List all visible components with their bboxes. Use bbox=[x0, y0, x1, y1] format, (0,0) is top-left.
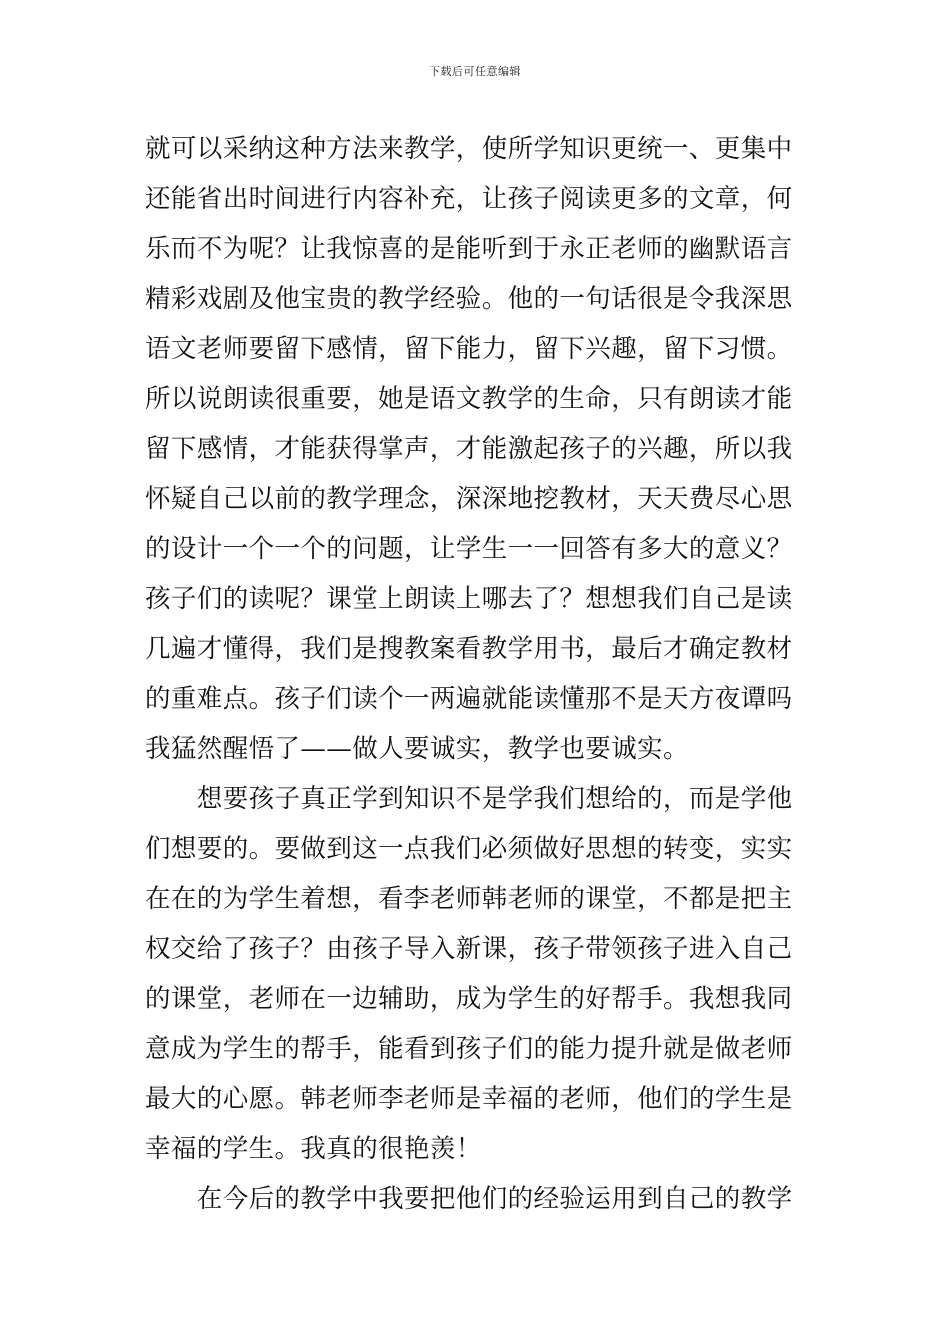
text-line: 的设计一个一个的问题，让学生一一回答有多大的意义？ bbox=[145, 534, 793, 564]
text-line: 的课堂，老师在一边辅助，成为学生的好帮手。我想我同 bbox=[145, 984, 793, 1014]
text-line: 的重难点。孩子们读个一两遍就能读懂那不是天方夜谭吗 bbox=[145, 684, 793, 714]
text-line: 在今后的教学中我要把他们的经验运用到自己的教学 bbox=[145, 1184, 793, 1214]
text-line: 所以说朗读很重要，她是语文教学的生命，只有朗读才能 bbox=[145, 384, 793, 414]
text-line: 我猛然醒悟了——做人要诚实，教学也要诚实。 bbox=[145, 734, 689, 764]
text-line: 语文老师要留下感情，留下能力，留下兴趣，留下习惯。 bbox=[145, 334, 793, 364]
page-header: 下载后可任意编辑 bbox=[429, 65, 521, 78]
text-line: 想要孩子真正学到知识不是学我们想给的，而是学他 bbox=[145, 784, 793, 814]
text-line: 还能省出时间进行内容补充，让孩子阅读更多的文章，何 bbox=[145, 184, 793, 214]
text-line: 权交给了孩子？由孩子导入新课，孩子带领孩子进入自己 bbox=[145, 934, 793, 964]
text-line: 孩子们的读呢？课堂上朗读上哪去了？想想我们自己是读 bbox=[145, 584, 793, 614]
text-line: 最大的心愿。韩老师李老师是幸福的老师，他们的学生是 bbox=[145, 1084, 793, 1114]
text-line: 在在的为学生着想，看李老师韩老师的课堂，不都是把主 bbox=[145, 884, 793, 914]
text-line: 怀疑自己以前的教学理念，深深地挖教材，天天费尽心思 bbox=[145, 484, 793, 514]
text-line: 就可以采纳这种方法来教学，使所学知识更统一、更集中 bbox=[145, 134, 793, 164]
text-line: 意成为学生的帮手，能看到孩子们的能力提升就是做老师 bbox=[145, 1034, 793, 1064]
text-line: 精彩戏剧及他宝贵的教学经验。他的一句话很是令我深思 bbox=[145, 284, 793, 314]
document-body bbox=[145, 124, 809, 1224]
text-line: 留下感情，才能获得掌声，才能激起孩子的兴趣，所以我 bbox=[145, 434, 793, 464]
text-line: 乐而不为呢？让我惊喜的是能听到于永正老师的幽默语言 bbox=[145, 234, 793, 264]
text-line: 幸福的学生。我真的很艳羡！ bbox=[145, 1134, 482, 1164]
text-line: 们想要的。要做到这一点我们必须做好思想的转变，实实 bbox=[145, 834, 793, 864]
text-line: 几遍才懂得，我们是搜教案看教学用书，最后才确定教材 bbox=[145, 634, 793, 664]
